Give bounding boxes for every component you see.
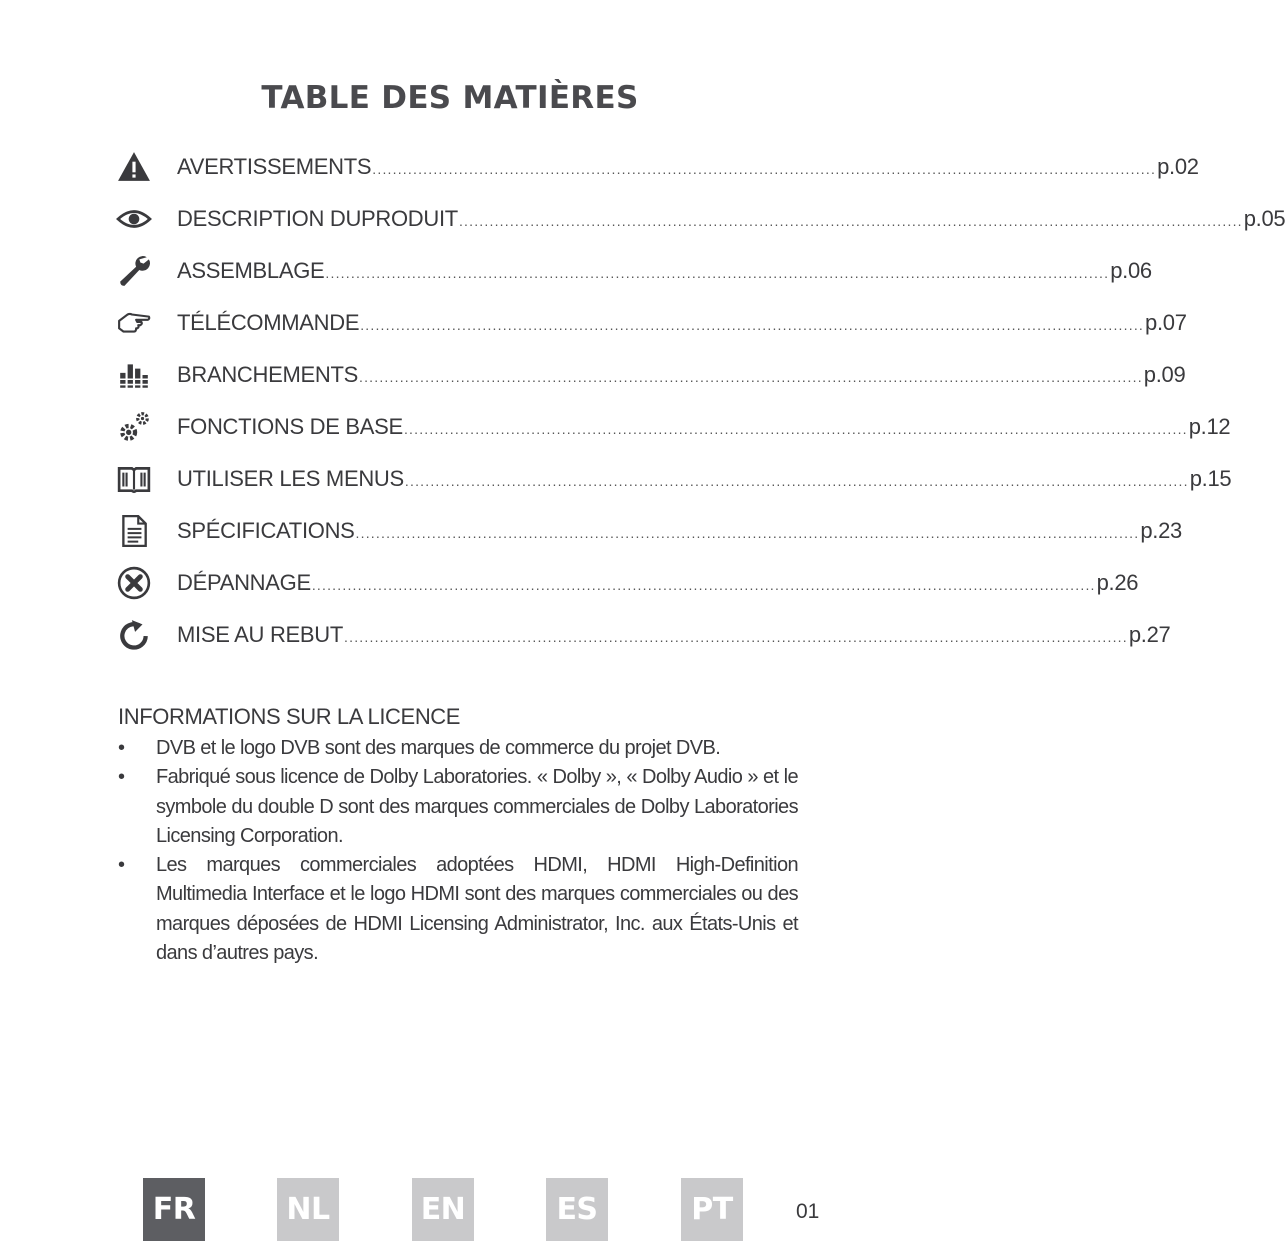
toc-label: MISE AU REBUT xyxy=(177,622,344,647)
toc-page-number: p.23 xyxy=(1140,518,1182,543)
tab-fr[interactable]: FR xyxy=(143,1178,205,1241)
page-title: TABLE DES MATIÈRES xyxy=(261,80,639,116)
wrench-icon xyxy=(116,253,152,289)
toc-page-number: p.06 xyxy=(1110,258,1152,283)
eye-icon xyxy=(116,201,152,237)
toc-item-mise-au-rebut[interactable] xyxy=(116,609,1171,661)
toc-item-assemblage[interactable] xyxy=(116,245,1152,297)
toc-item-specifications[interactable] xyxy=(116,505,1182,557)
dot-leader: .......................................................................................................................................................... xyxy=(372,161,1157,177)
language-tabs xyxy=(0,1178,886,1241)
tab-nl[interactable]: NL xyxy=(277,1178,339,1241)
error-x-icon xyxy=(116,565,152,601)
book-icon xyxy=(116,461,152,497)
gears-icon xyxy=(116,409,152,445)
dot-leader: .......................................................................................................................................................... xyxy=(311,577,1096,593)
toc-page-number: p.09 xyxy=(1143,362,1186,387)
toc-label: ASSEMBLAGE xyxy=(177,258,325,283)
toc-label: FONCTIONS DE BASE xyxy=(177,414,403,439)
toc-label: TÉLÉCOMMANDE xyxy=(177,310,360,335)
table-of-contents xyxy=(116,141,1285,661)
toc-page-number: p.27 xyxy=(1128,622,1171,647)
toc-page-number: p.12 xyxy=(1188,414,1231,439)
tab-pt[interactable]: PT xyxy=(681,1178,743,1241)
tab-es[interactable]: ES xyxy=(546,1178,608,1241)
bullet: • xyxy=(118,854,125,877)
license-heading: INFORMATIONS SUR LA LICENCE xyxy=(118,704,461,729)
license-text: DVB et le logo DVB sont des marques de commerce du projet DVB. xyxy=(156,737,721,759)
list-item xyxy=(118,851,798,968)
warning-icon xyxy=(116,149,152,185)
dot-leader: .......................................................................................................................................................... xyxy=(404,473,1189,489)
dot-leader: .......................................................................................................................................................... xyxy=(403,421,1188,437)
toc-page-number: p.02 xyxy=(1157,154,1199,179)
dot-leader: .......................................................................................................................................................... xyxy=(458,213,1243,229)
license-text: Fabriqué sous licence de Dolby Laboratories. « Dolby », « Dolby Audio » et le symbole du double D sont des marques commerciales de Dolby Laboratories Licensing Corporation. xyxy=(156,766,798,847)
tab-en[interactable]: EN xyxy=(412,1178,474,1241)
pointing-hand-icon xyxy=(116,305,152,341)
toc-item-utiliser-les-menus[interactable] xyxy=(116,453,1232,505)
bullet: • xyxy=(118,766,125,789)
toc-page-number: p.26 xyxy=(1096,570,1139,595)
toc-item-fonctions-de-base[interactable] xyxy=(116,401,1231,453)
toc-label: BRANCHEMENTS xyxy=(177,362,358,387)
toc-label: UTILISER LES MENUS xyxy=(177,466,404,491)
toc-item-depannage[interactable] xyxy=(116,557,1139,609)
bullet: • xyxy=(118,737,125,759)
toc-item-branchements[interactable] xyxy=(116,349,1186,401)
toc-item-description-produit[interactable] xyxy=(116,193,1285,245)
toc-label: DESCRIPTION DUPRODUIT xyxy=(177,206,458,231)
toc-page-number: p.15 xyxy=(1189,466,1232,491)
toc-page-number: p.05 xyxy=(1243,206,1285,231)
license-list xyxy=(118,734,798,968)
toc-label: AVERTISSEMENTS xyxy=(177,154,372,179)
connections-icon xyxy=(116,357,152,393)
toc-item-avertissements[interactable] xyxy=(116,141,1199,193)
recycle-arrow-icon xyxy=(116,617,152,653)
list-item xyxy=(118,734,798,763)
license-text: Les marques commerciales adoptées HDMI, HDMI High-Definition Multimedia Interface et le logo HDMI sont des marques commerciales ou des marques déposées de HDMI Licensing Administrator, Inc. aux États-Unis et dans d’autres pays. xyxy=(156,854,798,965)
toc-label: SPÉCIFICATIONS xyxy=(177,518,355,543)
toc-page-number: p.07 xyxy=(1145,310,1187,335)
toc-label: DÉPANNAGE xyxy=(177,570,311,595)
dot-leader: .......................................................................................................................................................... xyxy=(360,317,1145,333)
document-icon xyxy=(116,513,152,549)
dot-leader: .......................................................................................................................................................... xyxy=(358,369,1143,385)
dot-leader: .......................................................................................................................................................... xyxy=(355,525,1140,541)
license-section xyxy=(118,704,798,968)
toc-item-telecommande[interactable] xyxy=(116,297,1187,349)
dot-leader: .......................................................................................................................................................... xyxy=(344,629,1128,645)
dot-leader: .......................................................................................................................................................... xyxy=(325,265,1110,281)
list-item xyxy=(118,763,798,851)
page-number: 01 xyxy=(796,1200,820,1223)
